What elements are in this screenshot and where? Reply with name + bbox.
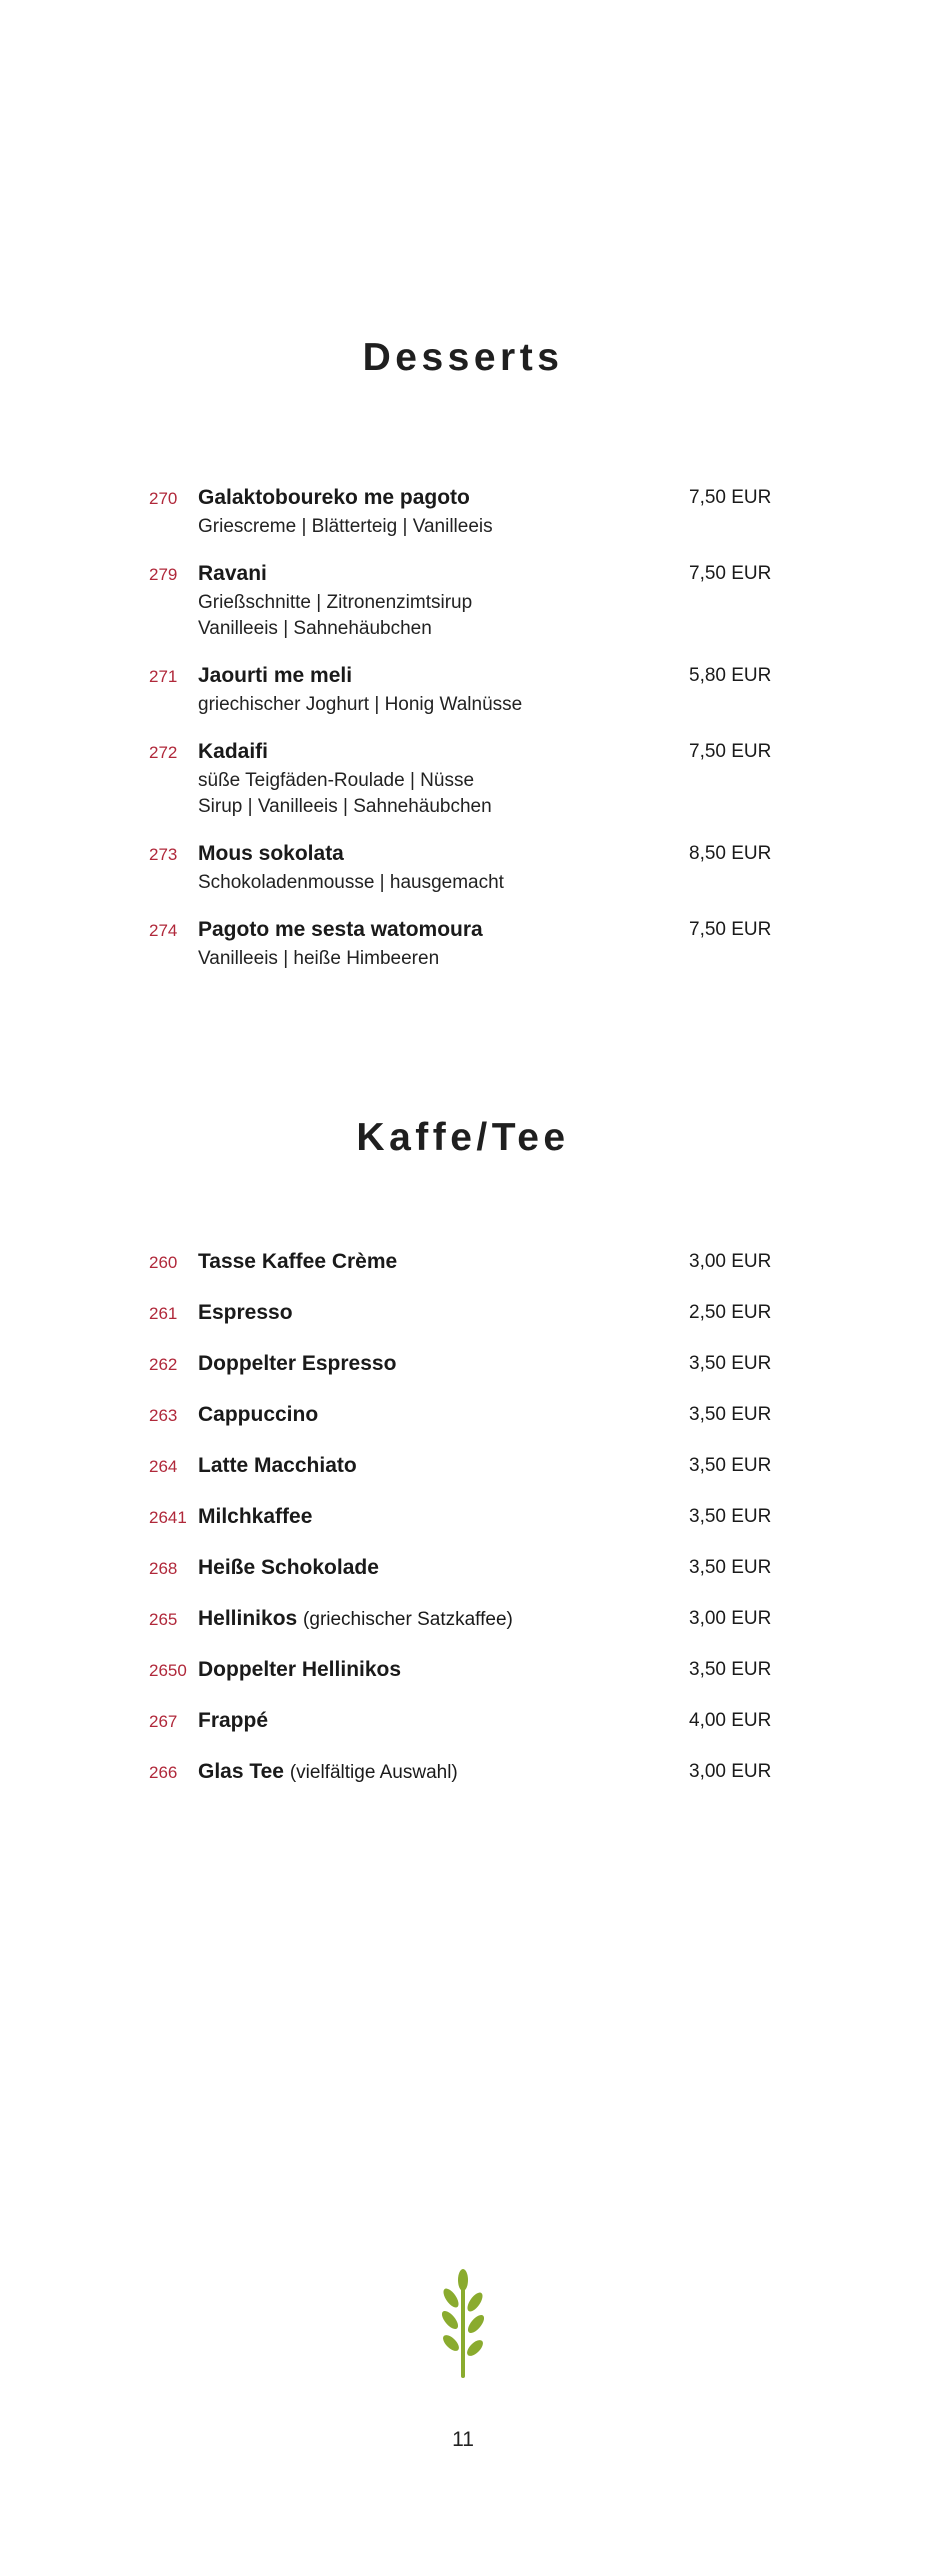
item-price: 5,80 EUR bbox=[689, 665, 772, 686]
item-name-text: Frappé bbox=[198, 1709, 269, 1732]
description-line: Grießschnitte | Zitronenzimtsirup bbox=[198, 592, 473, 613]
item-price: 3,50 EUR bbox=[689, 1506, 772, 1527]
item-name-text: Hellinikos bbox=[198, 1607, 298, 1630]
item-price: 7,50 EUR bbox=[689, 741, 772, 762]
item-price: 3,00 EUR bbox=[689, 1608, 772, 1629]
item-number: 273 bbox=[149, 845, 178, 864]
item-number: 264 bbox=[149, 1457, 178, 1476]
item-description bbox=[198, 946, 439, 972]
item-price: 3,00 EUR bbox=[689, 1761, 772, 1782]
item-price: 4,00 EUR bbox=[689, 1710, 772, 1731]
item-number: 263 bbox=[149, 1406, 178, 1425]
item-name bbox=[198, 1709, 268, 1733]
item-name-text: Espresso bbox=[198, 1301, 293, 1324]
item-number: 262 bbox=[149, 1355, 178, 1374]
item-price: 7,50 EUR bbox=[689, 919, 772, 940]
description-line: Schokoladenmousse | hausgemacht bbox=[198, 872, 504, 893]
item-price: 3,00 EUR bbox=[689, 1251, 772, 1272]
item-price: 7,50 EUR bbox=[689, 563, 772, 584]
item-note: (vielfältige Auswahl) bbox=[289, 1762, 458, 1783]
item-number: 2650 bbox=[149, 1661, 187, 1680]
item-name bbox=[198, 1403, 318, 1427]
item-number: 279 bbox=[149, 565, 178, 584]
item-name-text: Heiße Schokolade bbox=[198, 1556, 379, 1579]
item-name-text: Doppelter Espresso bbox=[198, 1352, 397, 1375]
item-name-text: Cappuccino bbox=[198, 1403, 319, 1426]
item-name bbox=[198, 1607, 513, 1631]
item-name-text: Doppelter Hellinikos bbox=[198, 1658, 402, 1681]
item-number: 268 bbox=[149, 1559, 178, 1578]
item-price: 3,50 EUR bbox=[689, 1557, 772, 1578]
item-description bbox=[198, 870, 504, 896]
item-description bbox=[198, 692, 522, 718]
item-number: 266 bbox=[149, 1763, 178, 1782]
description-line: Vanilleeis | heiße Himbeeren bbox=[198, 948, 440, 969]
item-note: (griechischer Satzkaffee) bbox=[303, 1609, 513, 1630]
desserts-title: Desserts bbox=[362, 336, 564, 379]
item-name bbox=[198, 1760, 458, 1784]
item-number: 272 bbox=[149, 743, 178, 762]
item-number: 271 bbox=[149, 667, 178, 686]
description-line: Griescreme | Blätterteig | Vanilleeis bbox=[198, 516, 493, 537]
item-price: 3,50 EUR bbox=[689, 1455, 772, 1476]
item-price: 7,50 EUR bbox=[689, 487, 772, 508]
item-name: Pagoto me sesta watomoura bbox=[198, 918, 483, 941]
olive-sprig-icon bbox=[437, 2268, 489, 2378]
page-number: 11 bbox=[452, 2428, 474, 2451]
item-number: 270 bbox=[149, 489, 178, 508]
item-name: Galaktoboureko me pagoto bbox=[198, 486, 470, 509]
item-price: 3,50 EUR bbox=[689, 1659, 772, 1680]
item-name-text: Milchkaffee bbox=[198, 1505, 313, 1528]
item-number: 267 bbox=[149, 1712, 178, 1731]
item-description bbox=[198, 590, 472, 642]
description-line: süße Teigfäden-Roulade | Nüsse bbox=[198, 770, 475, 791]
item-number: 260 bbox=[149, 1253, 178, 1272]
item-price: 3,50 EUR bbox=[689, 1404, 772, 1425]
item-name bbox=[198, 1352, 396, 1376]
item-price: 8,50 EUR bbox=[689, 843, 772, 864]
item-price: 3,50 EUR bbox=[689, 1353, 772, 1374]
description-line: Sirup | Vanilleeis | Sahnehäubchen bbox=[198, 796, 492, 817]
item-name bbox=[198, 1454, 357, 1478]
item-number: 274 bbox=[149, 921, 178, 940]
description-line: Vanilleeis | Sahnehäubchen bbox=[198, 618, 432, 639]
item-name bbox=[198, 1301, 293, 1325]
item-number: 261 bbox=[149, 1304, 178, 1323]
item-name-text: Glas Tee bbox=[198, 1760, 284, 1783]
item-price: 2,50 EUR bbox=[689, 1302, 772, 1323]
item-name bbox=[198, 1556, 379, 1580]
item-name bbox=[198, 1250, 397, 1274]
item-description bbox=[198, 768, 492, 820]
kaffee-tee-title: Kaffe/Tee bbox=[356, 1116, 570, 1159]
item-name: Kadaifi bbox=[198, 740, 269, 763]
item-name: Mous sokolata bbox=[198, 842, 344, 865]
description-line: griechischer Joghurt | Honig Walnüsse bbox=[198, 694, 523, 715]
item-description bbox=[198, 514, 493, 540]
item-name-text: Tasse Kaffee Crème bbox=[198, 1250, 398, 1273]
item-name: Ravani bbox=[198, 562, 267, 585]
item-name bbox=[198, 1505, 312, 1529]
item-name-text: Latte Macchiato bbox=[198, 1454, 357, 1477]
item-number: 2641 bbox=[149, 1508, 187, 1527]
item-name: Jaourti me meli bbox=[198, 664, 353, 687]
item-number: 265 bbox=[149, 1610, 178, 1629]
item-name bbox=[198, 1658, 401, 1682]
